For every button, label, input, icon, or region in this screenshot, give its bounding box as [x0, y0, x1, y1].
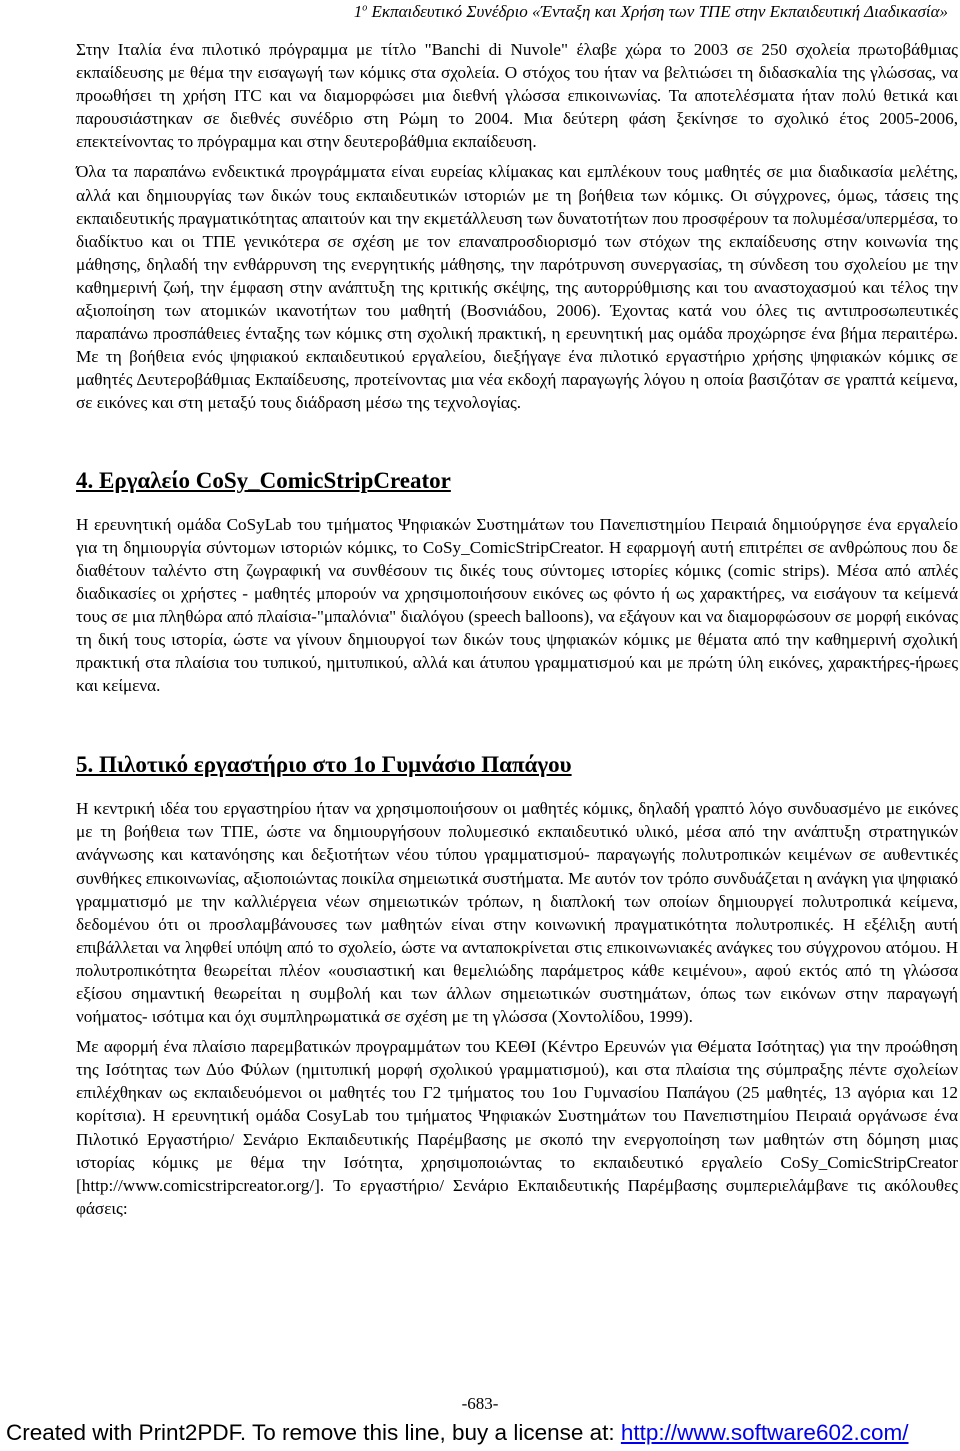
running-header [354, 2, 948, 22]
document-body [76, 38, 958, 1220]
header-superscript: ο [362, 2, 368, 14]
footer-license-link[interactable]: http://www.software602.com/ [620, 1420, 909, 1445]
header-number: 1 [353, 2, 363, 21]
section-heading-5: 5. Πιλοτικό εργαστήριο στο 1ο Γυμνάσιο Παπάγου [76, 752, 572, 778]
paragraph-italy-program: Στην Ιταλία ένα πιλοτικό πρόγραμμα με τίτλο "Banchi di Nuvole" έλαβε χώρα το 2003 σε 250 σχολεία πρωτοβάθμιας εκπαίδευσης με θέμα την εισαγωγή των κόμικς στα σχολεία. Ο στόχος του ήταν να βελτιώσει τη διδασκαλία της γλώσσας, να προωθήσει τη χρήση ITC και να διαμορφώσει μια διεθνή γλώσσα επικοινωνίας. Τα αποτελέσματα ήταν πολύ θετικά και παρουσιάστηκαν σε διεθνές συνέδριο στη Ρώμη το 2004. Μια δεύτερη φάση ξεκίνησε το σχολικό έτος 2005-2006, επεκτείνοντας το πρόγραμμα και στην δευτεροβάθμια εκπαίδευση. [76, 40, 958, 152]
footer-text: Created with Print2PDF. To remove this line, buy a license at: [6, 1420, 621, 1445]
paragraph-workshop-idea: Η κεντρική ιδέα του εργαστηρίου ήταν να χρησιμοποιήσουν οι μαθητές κόμικς, δηλαδή γραπτό λόγο συνδυασμένο με εικόνες με τη βοήθεια των ΤΠΕ, ώστε να δημιουργήσουν πολυμεσικό εκπαιδευτικό υλικό, μέσα από την ανάπτυξη στρατηγικών ανάγνωσης και κατανόησης και δεξιοτήτων νέου τύπου γραμματισμού- παραγωγής πολυτροπικών κειμένων σε αυθεντικές συνθήκες επικοινωνίας, αξιοποιώντας ποικίλα σημειωτικά συστήματα. Με αυτόν τον τρόπο συνδυάζεται η ανάγκη για ψηφιακό γραμματισμό με την καλλιέργεια νέων σημειωτικών τρόπων, η διαπλοκή των οποίων δημιουργεί πολυτροπικά κείμενα, δεδομένου ότι οι προσλαμβάνουσες των μαθητών είναι στην κοινωνική πραγματικότητα πολυτροπικές. Η εξέλιξη αυτή επιβάλλεται να ληφθεί υπόψη από το σχολείο, ώστε να ανταποκρίνεται στις επικοινωνιακές ανάγκες του σύγχρονου ατόμου. Η πολυτροπικότητα θεωρείται πλέον «ουσιαστική και θεμελιώδης παράμετρος κάθε κειμένου», αφού εκτός από τη γλώσσα εξίσου σημαντική θεωρείται η συμβολή και των άλλων σημειωτικών συστημάτων, όπως των εικόνων στην παραγωγή νοήματος- ισότιμα και όχι συμπληρωματικά σε σχέση με τη γλώσσα (Χοντολίδου, 1999). [76, 799, 958, 1027]
paragraph-workshop-context: Με αφορμή ένα πλαίσιο παρεμβατικών προγραμμάτων του ΚΕΘΙ (Κέντρο Ερευνών για Θέματα Ισότητας) για την προώθηση της Ισότητας των Δύο Φύλων (ημιτυπική μορφή σχολικού γραμματισμού), και στα πλαίσια της σύμπραξης πέντε σχολείων επιλέχθηκαν ως εκπαιδευόμενοι οι μαθητές του Γ2 τμήματος του 1ου Γυμνασίου Παπάγου (25 μαθητές, 13 αγόρια και 12 κορίτσια). Η ερευνητική ομάδα CosyLab του τμήματος Ψηφιακών Συστημάτων του Πανεπιστημίου Πειραιά οργάνωσε ένα Πιλοτικό Εργαστήριο/ Σενάριο Εκπαιδευτικής Παρέμβασης με σκοπό την ενεργοποίηση των μαθητών στη δόμηση μιας ιστορίας κόμικς με θέμα την Ισότητα, χρησιμοποιώντας το εκπαιδευτικό εργαλείο CoSy_ComicStripCreator [http://www.comicstripcreator.org/]. Το εργαστήριο/ Σενάριο Εκπαιδευτικής Παρέμβασης συμπεριελάμβανε τις ακόλουθες φάσεις: [76, 1037, 958, 1218]
header-text: Εκπαιδευτικό Συνέδριο «Ένταξη και Χρήση των ΤΠΕ στην Εκπαιδευτική Διαδικασία» [367, 2, 948, 21]
section-heading-4: 4. Εργαλείο CoSy_ComicStripCreator [76, 467, 451, 493]
page-number: -683- [461, 1394, 499, 1413]
paragraph-programs-overview: Όλα τα παραπάνω ενδεικτικά προγράμματα είναι ευρείας κλίμακας και εμπλέκουν τους μαθητές σε μια διαδικασία μελέτης, αλλά και δημιουργίας των δικών τους εκπαιδευτικών ιστοριών με τη βοήθεια των κόμικς. Οι σύγχρονες, όμως, τάσεις της εκπαιδευτικής πραγματικότητας απαιτούν και την εκμετάλλευση των δυνατοτήτων που προσφέρουν τα πολυμέσα/υπερμέσα, το διαδίκτυο και οι ΤΠΕ γενικότερα σε σχέση με τον επαναπροσδιορισμό των στόχων της εκπαίδευσης στην κοινωνία της μάθησης, δηλαδή την ενθάρρυνση της ενεργητικής μάθησης, την παρότρυνση συνεργασίας, τη σύνδεση του σχολείου με την καθημερινή ζωή, την έμφαση στην ανάπτυξη της κριτικής σκέψης, της αυτορρύθμισης και του αναστοχασμού και τέλος την αξιοποίηση των ατομικών ικανοτήτων του μαθητή (Βοσνιάδου, 2006). Έχοντας κατά νου όλες τις αντιπροσωπευτικές παραπάνω προσπάθειες ένταξης των κόμικς στη σχολική πρακτική, η ερευνητική μας ομάδα προχώρησε ένα βήμα περαιτέρω. Με τη βοήθεια ενός ψηφιακού εκπαιδευτικού εργαλείου, διεξήγαγε ένα πιλοτικό εργαστήριο χρήσης ψηφιακών κόμικς σε μαθητές Δευτεροβάθμιας Εκπαίδευσης, προτείνοντας μια νέα εκδοχή παραγωγής λόγου η οποία βασιζόταν σε γραπτά κείμενα, σε εικόνες και στη μεταξύ τους διάδραση μέσω της τεχνολογίας. [76, 162, 958, 413]
paragraph-tool-description: Η ερευνητική ομάδα CoSyLab του τμήματος Ψηφιακών Συστημάτων του Πανεπιστημίου Πειραιά δημιούργησε ένα εργαλείο για τη δημιουργία σύντομων ιστοριών κόμικς, το CoSy_ComicStripCreator. Η εφαρμογή αυτή επιτρέπει σε ανθρώπους που δε διαθέτουν ταλέντο στη ζωγραφική να συνθέσουν τις δικές τους σύντομες ιστορίες κόμικς (comic strips). Μέσα από απλές διαδικασίες οι χρήστες - μαθητές μπορούν να χρησιμοποιήσουν εικόνες ως φόντο ή ως χαρακτήρες, να εισάγουν τα κείμενά τους σε μια πληθώρα από πλαίσια-"μπαλόνια" διαλόγου (speech balloons), να εξάγουν και να διαμορφώσουν σε μορφή εικόνας τη δική τους ιστορία, ώστε να γίνουν δημιουργοί των δικών τους ψηφιακών κόμικς με θέματα από την καθημερινή σχολική πρακτική στα πλαίσια του τυπικού, ημιτυπικού, αλλά και άτυπου γραμματισμού και με πρώτη ύλη εικόνες, χαρακτήρες-ήρωες και κείμενα. [76, 514, 958, 696]
print2pdf-footer [6, 1420, 909, 1446]
